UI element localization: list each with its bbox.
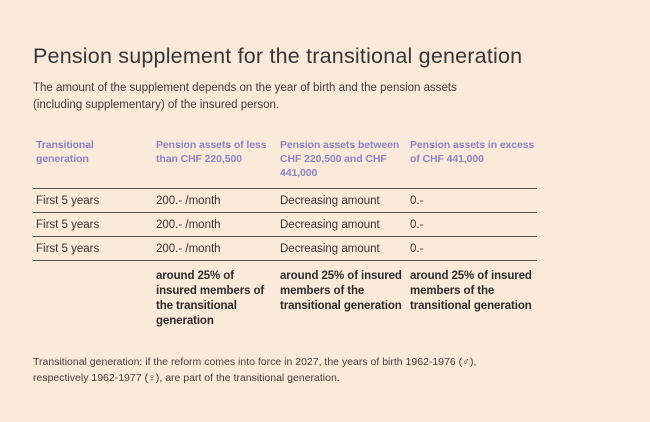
table-cell-period: First 5 years — [33, 236, 153, 260]
footer-note-insured-members: around 25% of insured members of the transitional generation — [410, 270, 532, 313]
col-header-assets-220500-441000: Pension assets between CHF 220,500 and CHF 441,000 — [280, 139, 400, 179]
table-cell-amount: 0.- — [407, 212, 537, 236]
page-title: Pension supplement for the transitional generation — [33, 44, 523, 68]
transitional-generation-footnote — [33, 355, 617, 387]
footer-cell-empty — [33, 261, 153, 329]
col-header-assets-over-441000: Pension assets in excess of CHF 441,000 — [410, 139, 535, 165]
table-cell-amount: 0.- — [407, 188, 537, 212]
subtitle-line-2: (including supplementary) of the insured person. — [33, 98, 280, 111]
table-cell-period: First 5 years — [33, 212, 153, 236]
table-cell-amount: 200.- /month — [153, 212, 277, 236]
table-cell-amount: Decreasing amount — [277, 188, 407, 212]
col-header-assets-under-220500: Pension assets of less than CHF 220,500 — [156, 139, 267, 165]
table-cell-amount: Decreasing amount — [277, 236, 407, 260]
table-cell-amount: Decreasing amount — [277, 212, 407, 236]
table-cell-amount: 200.- /month — [153, 188, 277, 212]
footnote-line-1: Transitional generation: if the reform comes into force in 2027, the years of birth 1962-1976 (♂), — [33, 356, 477, 369]
footer-note-insured-members: around 25% of insured members of the transitional generation — [280, 270, 402, 313]
subtitle-line-1: The amount of the supplement depends on the year of birth and the pension assets — [33, 82, 457, 94]
table-cell-amount: 0.- — [407, 236, 537, 260]
pension-supplement-table — [33, 139, 537, 329]
footnote-line-2: respectively 1962-1977 (♀), are part of the transitional generation. — [33, 371, 340, 384]
table-cell-amount: 200.- /month — [153, 236, 277, 260]
footer-note-insured-members: around 25% of insured members of the transitional generation — [156, 270, 265, 328]
page-subtitle — [33, 80, 617, 113]
table-cell-period: First 5 years — [33, 188, 153, 212]
col-header-transitional-generation: Transitional generation — [36, 139, 94, 165]
